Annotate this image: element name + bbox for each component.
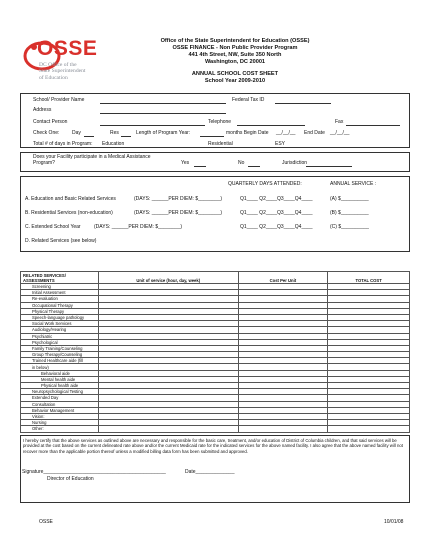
services-table-body — [21, 284, 410, 433]
yes-checkbox[interactable] — [194, 166, 206, 167]
header-city: Washington, DC 20001 — [204, 59, 266, 65]
quarter-row-total[interactable]: (C) $__________ — [330, 224, 369, 230]
service-label: Other: — [21, 426, 99, 432]
signature-field[interactable]: Signature____________________________________________ — [22, 469, 166, 475]
header-col1-line2: ASSESSMENTS — [23, 278, 55, 283]
quarterly-days-header: QUARTERLY DAYS ATTENDED: — [228, 181, 302, 187]
annual-service-header: ANNUAL SERVICE : — [330, 181, 377, 187]
length-program-field[interactable] — [200, 136, 224, 137]
service-label: Consultation — [21, 401, 99, 407]
header-col1-line1: RELATED SERVICES/ — [23, 273, 66, 278]
residential-days-field[interactable] — [237, 147, 267, 148]
contact-person-label: Contact Person — [33, 119, 68, 125]
cost-per-unit-cell[interactable] — [238, 426, 328, 432]
no-checkbox[interactable] — [248, 166, 260, 167]
service-label: Behavioral aide — [21, 370, 99, 376]
service-label: Group Therapy/Counseling — [21, 352, 99, 358]
education-days-field[interactable] — [127, 147, 155, 148]
header-street: 441 4th Street, NW, Suite 350 North — [188, 52, 282, 58]
end-date-label: End Date — [304, 130, 325, 136]
length-program-label: Length of Program Year: — [136, 130, 191, 136]
unit-of-service-header: Unit of service (hour, day, week) — [98, 272, 238, 284]
quarter-row-label: C. Extended School Year — [25, 224, 81, 230]
footer-left: OSSE — [39, 519, 53, 525]
medicaid-question-line2: Program? — [33, 160, 55, 166]
osse-logo — [22, 34, 98, 92]
federal-tax-label: Federal Tax ID — [232, 97, 265, 103]
logo-subtitle: DC Office of the State Superintendent of Education — [39, 62, 86, 81]
telephone-field[interactable] — [237, 125, 305, 126]
telephone-label: Telephone — [208, 119, 232, 125]
service-label: Occupational Therapy — [21, 302, 99, 308]
table-header-row — [21, 272, 410, 284]
director-label: Director of Education — [47, 476, 94, 482]
federal-tax-field[interactable] — [275, 103, 331, 104]
address-field[interactable] — [100, 113, 226, 114]
header-school-year: School Year 2009-2010 — [204, 78, 266, 84]
end-date-field[interactable]: __/__/__ — [330, 130, 350, 136]
education-days-label: Education — [102, 141, 125, 147]
page-header — [100, 38, 370, 85]
service-label: Screening — [21, 284, 99, 290]
header-program: OSSE FINANCE - Non Public Provider Program — [172, 45, 298, 51]
quarter-row-perdiem[interactable]: (DAYS: ______PER DIEM: $________) — [134, 196, 223, 202]
begin-date-field[interactable]: __/__/__ — [276, 130, 296, 136]
quarter-row-quarters[interactable]: Q1____ Q2____Q3____Q4____ — [240, 196, 313, 202]
quarter-row-label: B. Residential Services (non-education) — [25, 210, 113, 216]
yes-label: Yes — [181, 160, 190, 166]
service-label: Social Work Services — [21, 321, 99, 327]
quarter-row-quarters[interactable]: Q1____ Q2____Q3____Q4____ — [240, 210, 313, 216]
service-label: Extended Day — [21, 395, 99, 401]
quarter-row-total[interactable]: (B) $__________ — [330, 210, 369, 216]
cost-per-unit-header: Cost Per Unit — [238, 272, 328, 284]
jurisdiction-label: Jurisdiction — [282, 160, 308, 166]
quarter-row-label: A. Education and Basic Related Services — [25, 196, 116, 202]
unit-of-service-cell[interactable] — [98, 426, 238, 432]
school-provider-field[interactable] — [100, 103, 226, 104]
quarter-row-perdiem[interactable]: (DAYS: ______PER DIEM: $________) — [134, 210, 223, 216]
check-one-label: Check One: — [33, 130, 60, 136]
logo-word: OSSE — [37, 37, 98, 60]
service-label: Nursing — [21, 420, 99, 426]
total-cost-cell[interactable] — [328, 426, 410, 432]
esy-field[interactable] — [288, 147, 320, 148]
residential-days-label: Residential — [208, 141, 233, 147]
day-checkbox[interactable] — [84, 136, 94, 137]
service-label: Psychiatric — [21, 333, 99, 339]
esy-label: ESY — [275, 141, 286, 147]
header-sheet-title: ANNUAL SCHOOL COST SHEET — [191, 71, 279, 77]
fax-field[interactable] — [346, 125, 400, 126]
date-field[interactable]: Date______________ — [185, 469, 235, 475]
medicaid-question-line1: Does your Facility participate in a Medical Assistance — [33, 154, 151, 160]
service-label: Vision: — [21, 413, 99, 419]
service-label: Mental health aide — [21, 376, 99, 382]
related-services-table — [20, 271, 410, 433]
table-row — [21, 426, 410, 432]
quarter-row-label: D. Related Services (see below) — [25, 238, 97, 244]
service-label: Physical Therapy — [21, 308, 99, 314]
certification-text: I hereby certify that the above services as outlined above are necessary and responsible for the basic care, treatment, and/or education of District of Columbia children, and that said services will be provided at the cost based on the current delineated rate above and/or the current Medicaid rate for the indicated services for the above named facility. I also agree that the above named facility will not recover more than the applicable portion thereof unless a modified billing data form has been submitted and approved. — [23, 438, 403, 454]
service-label: Speech-language pathology — [21, 314, 99, 320]
contact-person-field[interactable] — [100, 125, 205, 126]
service-label: Behavior Management — [21, 407, 99, 413]
service-label: Trained Healthcare aide (fill — [21, 358, 99, 364]
no-label: No — [238, 160, 245, 166]
total-days-label: Total # of days in Program: — [33, 141, 93, 147]
begin-date-label: months Begin Date — [226, 130, 269, 136]
fax-label: Fax — [335, 119, 344, 125]
address-label: Address — [33, 107, 52, 113]
related-services-header — [21, 272, 99, 284]
quarter-row-quarters[interactable]: Q1____ Q2____Q3____Q4____ — [240, 224, 313, 230]
total-cost-header: TOTAL COST — [328, 272, 410, 284]
service-label: Neuropsychological Testing — [21, 389, 99, 395]
service-label: Physical health aide — [21, 383, 99, 389]
footer-date: 10/01/08 — [384, 519, 404, 525]
jurisdiction-field[interactable] — [306, 166, 352, 167]
service-label: Psychological — [21, 339, 99, 345]
service-label: in below) — [21, 364, 99, 370]
quarter-row-total[interactable]: (A) $__________ — [330, 196, 369, 202]
res-checkbox[interactable] — [121, 136, 131, 137]
header-agency: Office of the State Superintendent for Education (OSSE) — [160, 38, 310, 44]
service-label: Re-evaluation — [21, 296, 99, 302]
school-provider-label: School/ Provider Name — [33, 97, 85, 103]
service-label: Audiology/Hearing — [21, 327, 99, 333]
res-label: Res — [110, 130, 119, 136]
quarter-row-perdiem[interactable]: (DAYS: ______PER DIEM: $________) — [94, 224, 183, 230]
service-label: Family Training/Counseling — [21, 345, 99, 351]
day-label: Day — [72, 130, 81, 136]
service-label: Initial Assessment — [21, 290, 99, 296]
